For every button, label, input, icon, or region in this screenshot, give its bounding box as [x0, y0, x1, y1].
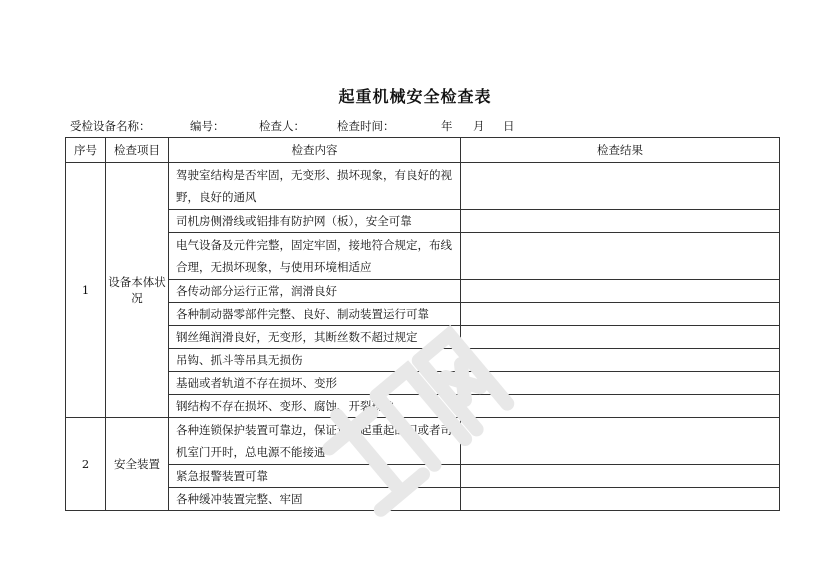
- check-content: 各传动部分运行正常，润滑良好: [169, 280, 461, 303]
- table-row: [66, 349, 780, 372]
- number-label: 编号：: [190, 119, 225, 133]
- table-row: [66, 280, 780, 303]
- check-result-cell[interactable]: [461, 210, 780, 233]
- check-result-cell[interactable]: [461, 418, 780, 465]
- year-label: 年: [441, 119, 453, 133]
- inspection-time-label: 检查时间：: [337, 119, 395, 133]
- group-item: 设备本体状况: [106, 163, 169, 418]
- table-header-row: [66, 138, 780, 163]
- equipment-name-label: 受检设备名称：: [70, 119, 151, 133]
- table-row: [66, 395, 780, 418]
- check-result-cell[interactable]: [461, 488, 780, 511]
- table-row: [66, 210, 780, 233]
- header-number: 序号: [66, 138, 106, 163]
- page-title: 起重机械安全检查表: [338, 87, 492, 106]
- check-content: 钢丝绳润滑良好，无变形，其断丝数不超过规定: [169, 326, 461, 349]
- table-row: [66, 372, 780, 395]
- check-content: 钢结构不存在损坏、变形、腐蚀、开裂现象: [169, 395, 461, 418]
- table-row: [66, 326, 780, 349]
- table-row: [66, 163, 780, 210]
- check-content: 电气设备及元件完整，固定牢固，接地符合规定，布线合理，无损坏现象，与使用环境相适应: [169, 233, 461, 280]
- table-row: [66, 418, 780, 465]
- check-content: 各种连锁保护装置可靠边，保证进入起重起的门或者司机室门开时，总电源不能接通: [169, 418, 461, 465]
- inspection-table: [65, 137, 780, 511]
- check-result-cell[interactable]: [461, 349, 780, 372]
- check-result-cell[interactable]: [461, 280, 780, 303]
- check-result-cell[interactable]: [461, 163, 780, 210]
- group-number: 2: [66, 418, 106, 511]
- check-result-cell[interactable]: [461, 465, 780, 488]
- table-row: [66, 488, 780, 511]
- table-row: [66, 303, 780, 326]
- check-result-cell[interactable]: [461, 303, 780, 326]
- check-result-cell[interactable]: [461, 395, 780, 418]
- day-label: 日: [503, 119, 515, 133]
- check-content: 紧急报警装置可靠: [169, 465, 461, 488]
- check-content: 驾驶室结构是否牢固，无变形、损坏现象，有良好的视野，良好的通风: [169, 163, 461, 210]
- check-result-cell[interactable]: [461, 326, 780, 349]
- group-number: 1: [66, 163, 106, 418]
- table-row: [66, 233, 780, 280]
- check-content: 各种缓冲装置完整、牢固: [169, 488, 461, 511]
- header-result: 检查结果: [461, 138, 780, 163]
- check-result-cell[interactable]: [461, 233, 780, 280]
- header-item: 检查项目: [106, 138, 169, 163]
- month-label: 月: [473, 119, 485, 133]
- check-result-cell[interactable]: [461, 372, 780, 395]
- check-content: 吊钩、抓斗等吊具无损伤: [169, 349, 461, 372]
- check-content: 基础或者轨道不存在损坏、变形: [169, 372, 461, 395]
- group-item: 安全装置: [106, 418, 169, 511]
- header-content: 检查内容: [169, 138, 461, 163]
- inspector-label: 检查人：: [259, 119, 305, 133]
- table-row: [66, 465, 780, 488]
- check-content: 司机房侧滑线或铝排有防护网（板），安全可靠: [169, 210, 461, 233]
- check-content: 各种制动器零部件完整、良好、制动装置运行可靠: [169, 303, 461, 326]
